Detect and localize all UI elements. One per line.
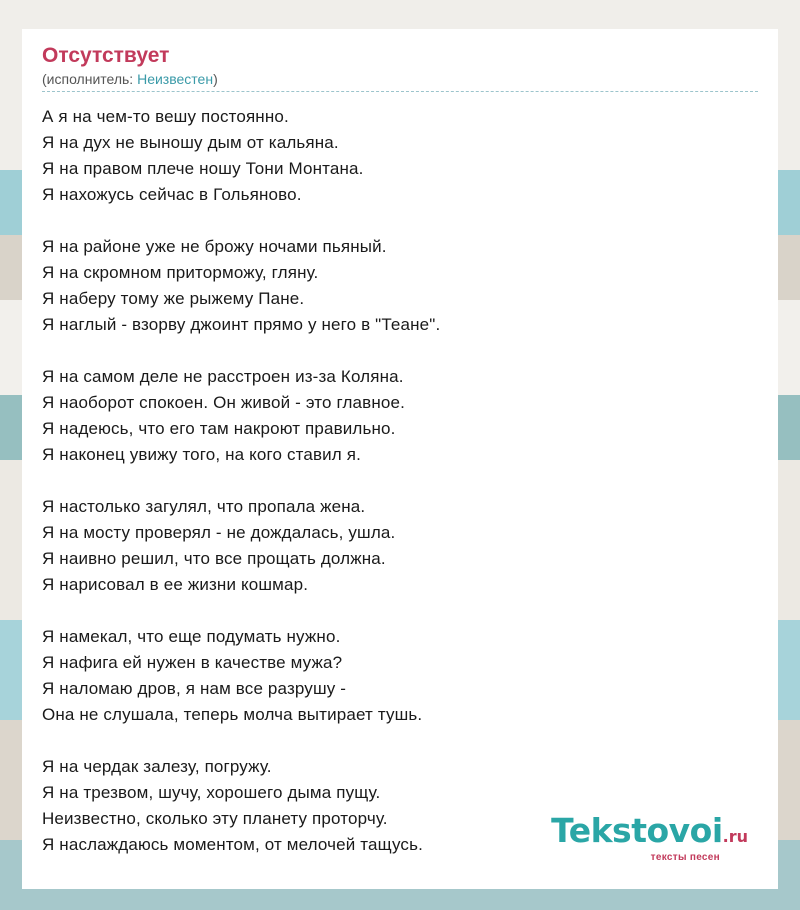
site-logo[interactable] <box>551 811 748 863</box>
lyrics-line: Я нафига ей нужен в качестве мужа? <box>42 653 343 672</box>
lyrics-line: Я нарисовал в ее жизни кошмар. <box>42 575 309 594</box>
lyrics-line: Я наглый - взорву джоинт прямо у него в "Теане". <box>42 315 441 334</box>
lyrics-line: Она не слушала, теперь молча вытирает тушь. <box>42 705 423 724</box>
lyrics-line: Я на самом деле не расстроен из-за Коляна. <box>42 367 404 386</box>
lyrics-stanza <box>42 494 758 598</box>
lyrics-line: Я на районе уже не брожу ночами пьяный. <box>42 237 387 256</box>
lyrics-line: Я нахожусь сейчас в Гольяново. <box>42 185 302 204</box>
lyrics-card <box>22 29 778 889</box>
lyrics-line: Я наконец увижу того, на кого ставил я. <box>42 445 361 464</box>
lyrics-line: Неизвестно, сколько эту планету проторчу. <box>42 809 388 828</box>
lyrics-line: Я на правом плече ношу Тони Монтана. <box>42 159 364 178</box>
lyrics-line: Я на дух не выношу дым от кальяна. <box>42 133 339 152</box>
song-title: Отсутствует <box>42 44 170 67</box>
lyrics-line: Я намекал, что еще подумать нужно. <box>42 627 341 646</box>
artist-line <box>42 69 758 92</box>
lyrics-text <box>42 104 758 858</box>
lyrics-line: Я наслаждаюсь моментом, от мелочей тащусь. <box>42 835 423 854</box>
lyrics-line: Я на мосту проверял - не дождалась, ушла. <box>42 523 396 542</box>
artist-link[interactable]: Неизвестен <box>137 71 214 87</box>
lyrics-line: Я наоборот спокоен. Он живой - это главное. <box>42 393 405 412</box>
lyrics-line: Я настолько загулял, что пропала жена. <box>42 497 366 516</box>
artist-suffix: ) <box>213 71 218 87</box>
logo-wordmark <box>551 811 748 854</box>
lyrics-stanza <box>42 364 758 468</box>
logo-tagline: тексты песен <box>650 852 720 863</box>
lyrics-line: Я наивно решил, что все прощать должна. <box>42 549 386 568</box>
lyrics-stanza <box>42 104 758 208</box>
logo-name: Tekstovoi <box>551 811 723 850</box>
lyrics-line: Я на скромном приторможу, гляну. <box>42 263 319 282</box>
lyrics-line: А я на чем-то вешу постоянно. <box>42 107 289 126</box>
lyrics-line: Я на чердак залезу, погружу. <box>42 757 272 776</box>
artist-prefix: (исполнитель: <box>42 71 138 87</box>
logo-tld: .ru <box>722 827 748 846</box>
lyrics-line: Я надеюсь, что его там накроют правильно. <box>42 419 396 438</box>
lyrics-line: Я на трезвом, шучу, хорошего дыма пущу. <box>42 783 381 802</box>
lyrics-stanza <box>42 624 758 728</box>
lyrics-line: Я наберу тому же рыжему Пане. <box>42 289 305 308</box>
lyrics-line: Я наломаю дров, я нам все разрушу - <box>42 679 347 698</box>
lyrics-stanza <box>42 234 758 338</box>
